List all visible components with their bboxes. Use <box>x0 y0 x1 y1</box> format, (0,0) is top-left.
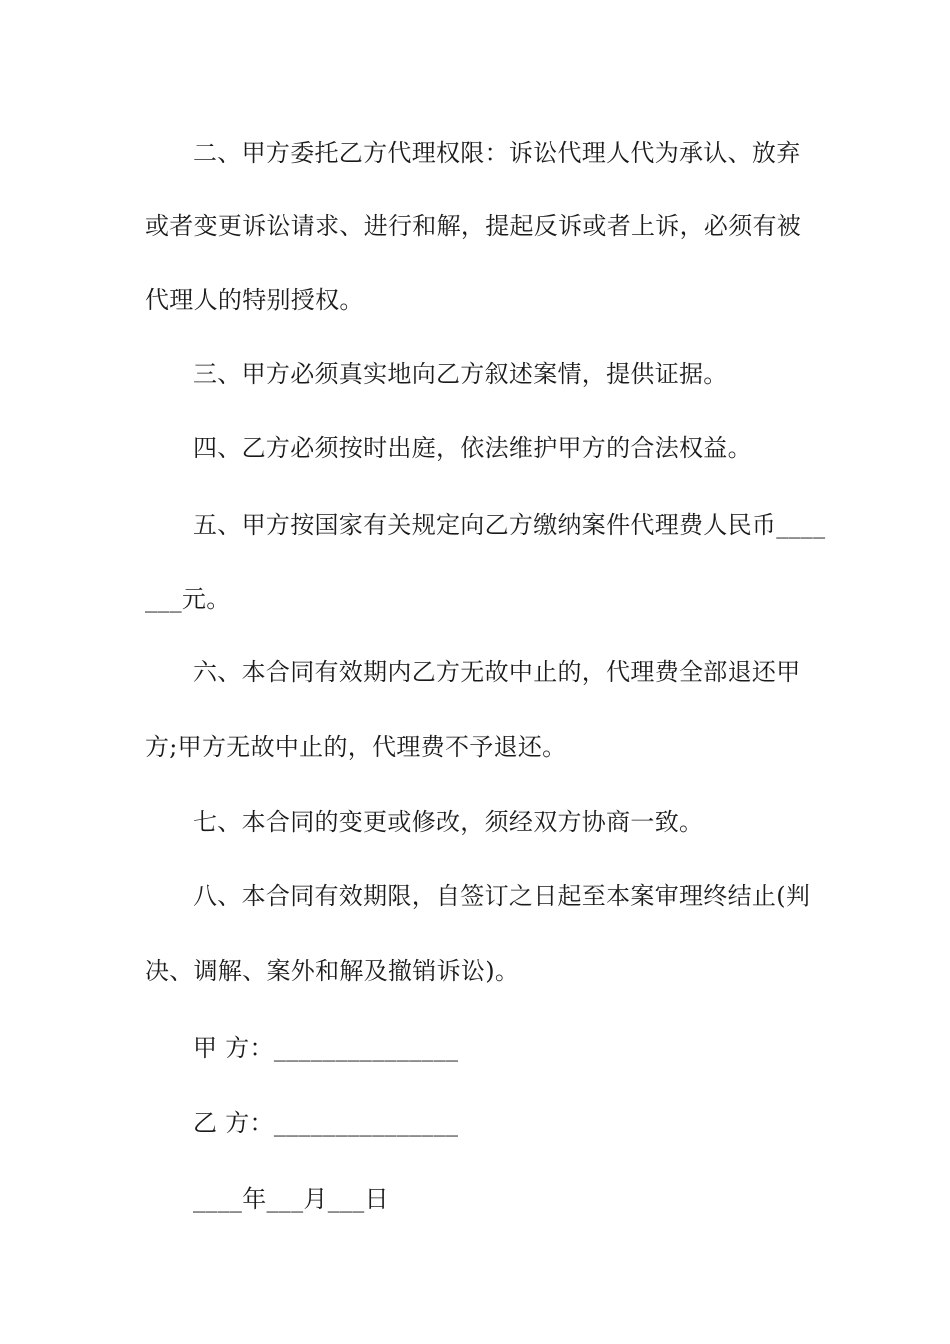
clause-2-line-1: 二、甲方委托乙方代理权限：诉讼代理人代为承认、放弃 <box>193 139 801 167</box>
clause-6-line-2: 方;甲方无故中止的，代理费不予退还。 <box>145 733 567 761</box>
clause-5-line-2: ___元。 <box>145 585 231 613</box>
signature-date: ____年___月___日 <box>193 1185 389 1213</box>
signature-party-a: 甲 方：_______________ <box>193 1034 459 1062</box>
clause-2-line-2: 或者变更诉讼请求、进行和解，提起反诉或者上诉，必须有被 <box>145 212 802 240</box>
clause-5-line-1: 五、甲方按国家有关规定向乙方缴纳案件代理费人民币____ <box>193 511 826 539</box>
signature-party-b: 乙 方：_______________ <box>193 1109 459 1137</box>
clause-2-line-3: 代理人的特别授权。 <box>145 286 364 314</box>
clause-6-line-1: 六、本合同有效期内乙方无故中止的，代理费全部退还甲 <box>193 658 801 686</box>
clause-7: 七、本合同的变更或修改，须经双方协商一致。 <box>193 808 704 836</box>
clause-8-line-2: 决、调解、案外和解及撤销诉讼)。 <box>145 957 520 985</box>
clause-4: 四、乙方必须按时出庭，依法维护甲方的合法权益。 <box>193 434 752 462</box>
clause-3: 三、甲方必须真实地向乙方叙述案情，提供证据。 <box>193 360 728 388</box>
clause-8-line-1: 八、本合同有效期限，自签订之日起至本案审理终结止(判 <box>193 882 811 910</box>
